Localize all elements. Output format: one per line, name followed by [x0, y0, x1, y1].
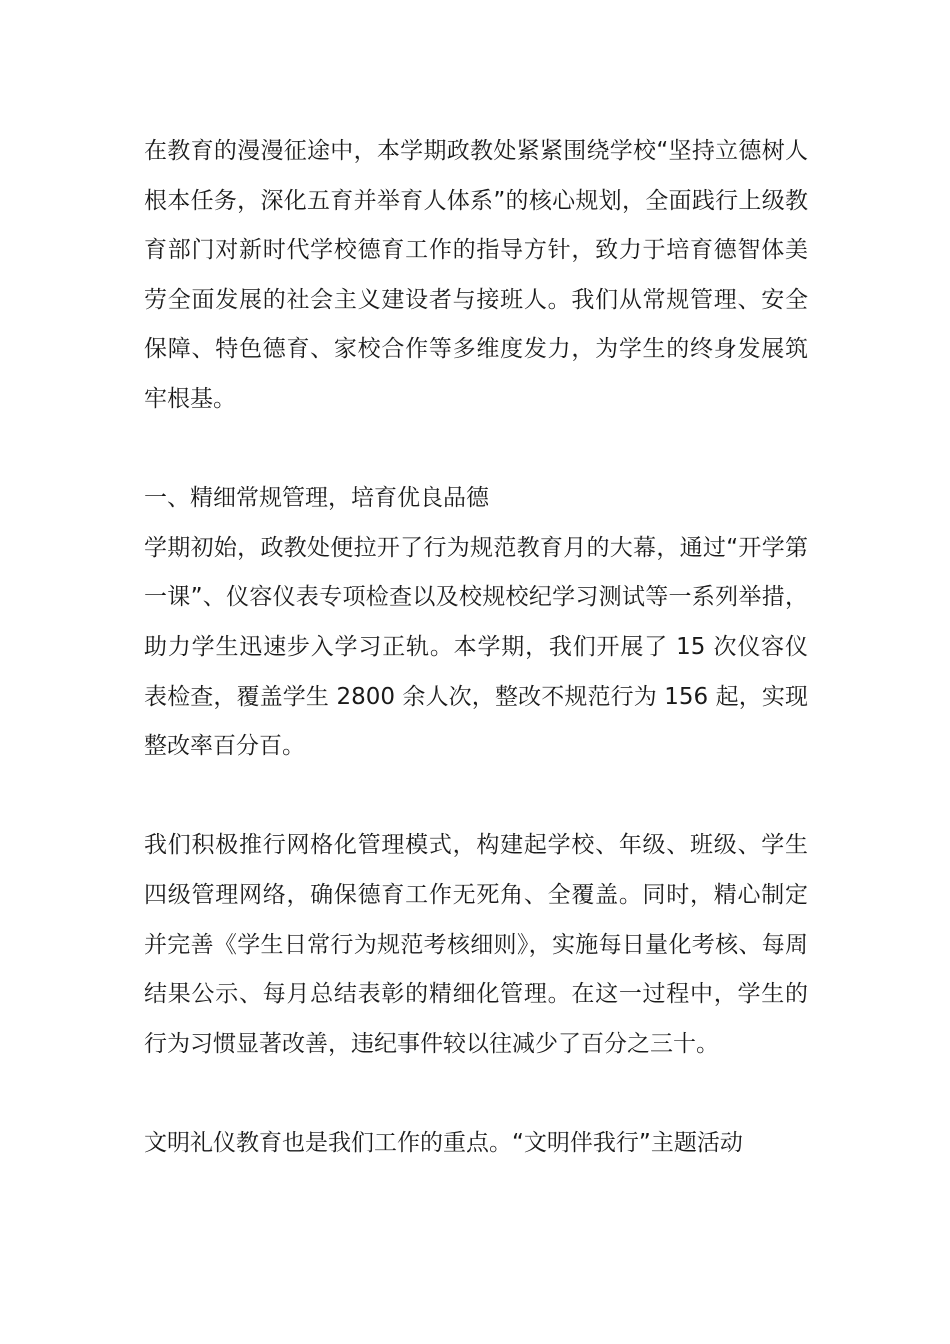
- section-heading: 一、精细常规管理，培育优良品德: [144, 485, 489, 512]
- paragraph-spacer: [144, 425, 808, 475]
- section-paragraph-2: 我们积极推行网格化管理模式，构建起学校、年级、班级、学生四级管理网络，确保德育工作无死角、全覆盖。同时，精心制定并完善《学生日常行为规范考核细则》，实施每日量化考核、每周结果公示、每月总结表彰的精细化管理。在这一过程中，学生的行为习惯显著改善，违纪事件较以往减少了百分之三十。: [144, 832, 808, 1057]
- document-body: [144, 127, 808, 1168]
- section-paragraph-3: 文明礼仪教育也是我们工作的重点。“文明伴我行”主题活动: [144, 1129, 743, 1156]
- paragraph-spacer: [144, 772, 808, 822]
- section-paragraph-1: 学期初始，政教处便拉开了行为规范教育月的大幕，通过“开学第一课”、仪容仪表专项检查以及校规校纪学习测试等一系列举措，助力学生迅速步入学习正轨。本学期，我们开展了 15 次仪容仪表检查，覆盖学生 2800 余人次，整改不规范行为 156 起，实现整改率百分百。: [144, 534, 808, 760]
- paragraph-spacer: [144, 1069, 808, 1119]
- intro-paragraph: 在教育的漫漫征途中，本学期政教处紧紧围绕学校“坚持立德树人根本任务，深化五育并举育人体系”的核心规划，全面践行上级教育部门对新时代学校德育工作的指导方针，致力于培育德智体美劳全面发展的社会主义建设者与接班人。我们从常规管理、安全保障、特色德育、家校合作等多维度发力，为学生的终身发展筑牢根基。: [144, 138, 808, 412]
